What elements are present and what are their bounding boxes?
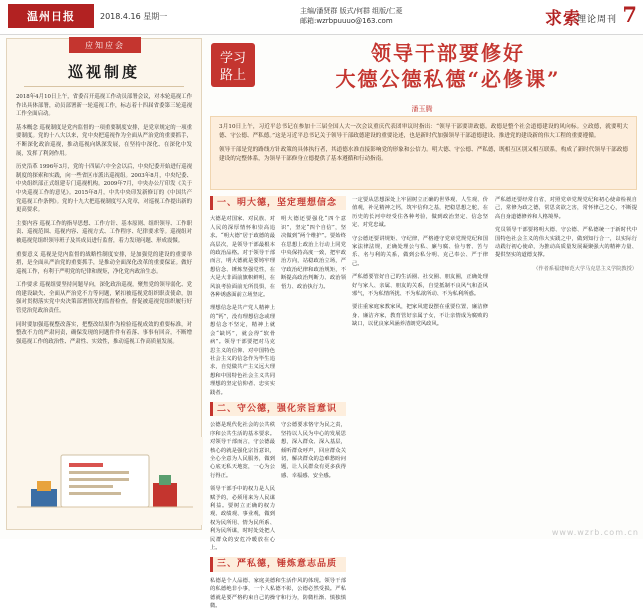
headline-line-2: 大德公德私德“必修课” xyxy=(335,67,561,91)
sidebar-badge: 应知应会 xyxy=(69,37,141,53)
body-paragraph: 理想信念是共产党人精神上的“钙”，没有理想信念或理想信念不坚定，精神上就会“缺钙”，就会得“软骨病”。领导干部要把对马克思主义的信仰、对中国特色社会主义的信念作为毕生追求，自觉做共产主义远大理想和中国特色社会主义共同理想的坚定信仰者、忠实实践者。 xyxy=(210,305,275,396)
body-paragraph: 党员领导干部要将明大德、守公德、严私德统一于新时代中国特色社会主义的伟大实践之中，做到知行合一，以实际行动践行初心使命，为推动高质量发展凝聚强大的精神力量、提供坚实的道德支撑。 xyxy=(495,227,637,259)
credits xyxy=(300,6,403,26)
sidebar-paragraph: 主要内容 巡视工作的指导思想、工作方针、基本原则、组织领导、工作职责、巡视范围、巡视内容、巡视方式、工作程序、纪律要求等。巡视组对被巡视党组织领导班子及其成员进行监督，着力发现问题、形成震慑。 xyxy=(16,220,192,244)
svg-text:路上: 路上 xyxy=(219,68,247,83)
body-column-3 xyxy=(495,196,637,530)
section-heading-1: 一、明大德，坚定理想信念 xyxy=(210,196,346,210)
body-column-2 xyxy=(352,196,488,530)
page-title xyxy=(262,40,634,92)
body-paragraph: 守公德还要讲规矩、守纪律，严格遵守党章党规党纪和国家法律法规，正确处理公与私、廉与腐、俭与奢、苦与乐、名与利的关系，做到公私分明、克己奉公、严于律己。 xyxy=(352,235,488,267)
sidebar-paragraph: 重要意义 巡视是党内监督的战略性制度安排，是加强党的建设的重要举措，是全面从严治党的重要抓手，是推动全面深化改革的重要保证。做好巡视工作，有利于严明党的纪律和规矩，净化党内政治生态。 xyxy=(16,251,192,275)
paper-logo: 温州日报 xyxy=(8,4,94,28)
sidebar-paragraph: 工作要求 巡视组要坚持问题导向，深化政治巡视，聚焦党的领导弱化、党的建设缺失、全面从严治党不力等问题，紧扣被巡视党组织职责使命，加强对贯彻落实党中央决策部署情况的监督检查，督促被巡视党组织履行好管党治党政治责任。 xyxy=(16,282,192,315)
body-paragraph: 大德是对国家、对民族、对人民的深厚情怀和崇高追求。“明大德”居于政德的最高层次，是领导干部最根本的政治品格。对于领导干部而言，明大德就是要铸牢理想信念、锤炼坚强党性，在大是大非面前旗帜鲜明，在风浪考验面前无所畏惧，在各种诱惑面前立场坚定。 xyxy=(210,216,275,299)
body-paragraph: 守公德要求恪守为民之责，坚持以人民为中心的发展思想，深入群众、深入基层，倾听群众呼声，回应群众关切，解决群众的急难愁盼问题，让人民群众有更多获得感、幸福感、安全感。 xyxy=(281,422,346,479)
sidebar-paragraph: 同时要加强巡视整改落实，把整改结果作为检验巡视成效的重要标准，对整改不力的严肃问责，确保发现的问题件件有着落、事事有回音，不断增强巡视工作的政治性、严肃性、实效性，推动巡视工作高质量发展。 xyxy=(16,321,192,345)
headline-area xyxy=(210,40,634,100)
lead-paragraph: 3月10日上午，习近平总书记在参加十三届全国人大一次会议重庆代表团审议时指出：“领导干部要讲政德。政德是整个社会道德建设的风向标。立政德，就要明大德、守公德、严私德。”这是习近平总书记关于领导干部政德建设的重要论述，也是新时代加强领导干部道德建设、推进党的建设新的伟大工程的重要遵循。 xyxy=(219,124,628,139)
body-paragraph: 领导干部手中的权力是人民赋予的，必须用来为人民谋利益。要树立正确的权力观、政绩观、事业观，做到权为民所用、情为民所系、利为民所谋，时时处处把人民群众的安危冷暖放在心上。 xyxy=(210,486,275,552)
body-paragraph: 严私德还要经常自省，对照党章党规党纪和初心使命检视自己，常修为政之德，常思贪欲之害，常怀律己之心，不断提高自身道德修养和人格境界。 xyxy=(495,197,637,220)
body-paragraph: 公德是现代化社会的公共秩序和公共生活的基本要求。对领导干部而言，守公德最核心的就是强化宗旨意识，全心全意为人民服务，做到心底无私天地宽，一心为公行得正。 xyxy=(210,422,275,479)
sidebar-title: 巡视制度 xyxy=(67,63,140,81)
body-paragraph: 要注重家庭家教家风，把家风建设摆在重要位置，廉洁修身、廉洁齐家，教育管好亲属子女，不让亲情成为腐败的缺口，以优良家风涵养清朗党风政风。 xyxy=(352,304,488,328)
body-column-1 xyxy=(210,196,346,610)
body-paragraph: 严私德要管好自己的生活圈、社交圈、朋友圈，正确处理好与家人、亲属、朋友的关系，自觉抵制不良风气和歪风邪气，不为私情所扰、不为私欲所动、不为私利所惑。 xyxy=(352,274,488,298)
brand-title: 求索 xyxy=(545,9,581,29)
page-number: 7 xyxy=(622,2,637,27)
byline: 潘玉腾 xyxy=(411,105,433,113)
sidebar-paragraph: 历史沿革 1996年3月，党的十四届六中全会以后，中央纪委开始进行巡视制度的探索和实践，向一些省区市派出巡视组。2003年8月，中央纪委、中央组织部正式组建专门巡视机构。2009年7月，中央办公厅印发《关于中央巡视工作的意见》。2015年8月，中共中央印发新修订的《中国共产党巡视工作条例》。党的十九大把巡视制度写入党章，对巡视工作提出新的更高要求。 xyxy=(16,164,192,214)
lead-summary-box xyxy=(210,116,637,190)
study-seal-icon xyxy=(210,42,256,88)
body-paragraph: 一定要从思想深处上牢固树立正确的世界观、人生观、价值观，补足精神之钙，筑牢信仰之基，把稳思想之舵，在历史的长河中经受住各种考验，做到政治坚定、信念坚定、对党忠诚。 xyxy=(352,197,488,229)
section-heading-2: 二、守公德，强化宗旨意识 xyxy=(210,402,346,416)
section-heading-3: 三、严私德，锤炼意志品质 xyxy=(210,557,346,571)
sidebar-paragraph: 基本概念 巡视制度是党内监督的一项重要制度安排，是党章规定的一项重要制度。党的十八大以来，党中央把巡视作为全面从严治党的重要抓手，不断深化政治巡视，推动巡视向纵深发展，在坚持中深化、在深化中发展，发挥了利剑作用。 xyxy=(16,124,192,157)
sidebar-divider xyxy=(24,86,184,87)
credits-line-2: 邮箱:wzrbpuuuo@163.com xyxy=(300,17,393,25)
svg-text:学习: 学习 xyxy=(219,51,247,66)
lead-paragraph: 领导干部是党的路线方针政策的具体执行者，其道德水准直接影响党的形象和公信力。明大德、守公德、严私德，既相互区别又相互联系，构成了新时代领导干部政德建设的完整体系，为领导干部修身立德提供了基本遵循和行动指南。 xyxy=(219,147,628,162)
author-signature: （作者系福建师范大学马克思主义学院教授） xyxy=(533,265,637,272)
section-label: 理论周刊 xyxy=(576,15,617,25)
headline-line-1: 领导干部要修好 xyxy=(371,41,525,65)
body-paragraph: 明大德还要强化“四个意识”，坚定“四个自信”，坚决做到“两个维护”。要始终在思想上政治上行动上同党中央保持高度一致，把牢政治方向，站稳政治立场，严守政治纪律和政治规矩，不断提高政治判断力、政治领悟力、政治执行力。 xyxy=(281,216,346,290)
sidebar-body xyxy=(7,93,201,346)
books-illustration-icon xyxy=(7,437,203,525)
body-paragraph: 私德是个人品德、家庭美德和生活作风的体现。领导干部的私德绝非小事，一个人私德不彰，公德必然受损。严私德就是要严格约束自己的操守和行为，防微杜渐、慎独慎微。 xyxy=(210,577,346,610)
issue-date: 2018.4.16 星期一 xyxy=(100,12,168,21)
brand-block xyxy=(503,3,581,30)
masthead xyxy=(0,0,643,35)
sidebar-paragraph: 2018年4月10日上午，省委召开巡视工作动员部署会议，对本轮巡视工作作出具体部署，动员部署新一轮巡视工作，标志着十四届省委第三轮巡视工作全面启动。 xyxy=(16,94,192,118)
credits-line-1: 主编/潘贤群 版式/何群 组版/仁菱 xyxy=(300,7,403,15)
left-sidebar-article xyxy=(6,38,202,530)
watermark: www.wzrb.com.cn xyxy=(551,528,639,537)
